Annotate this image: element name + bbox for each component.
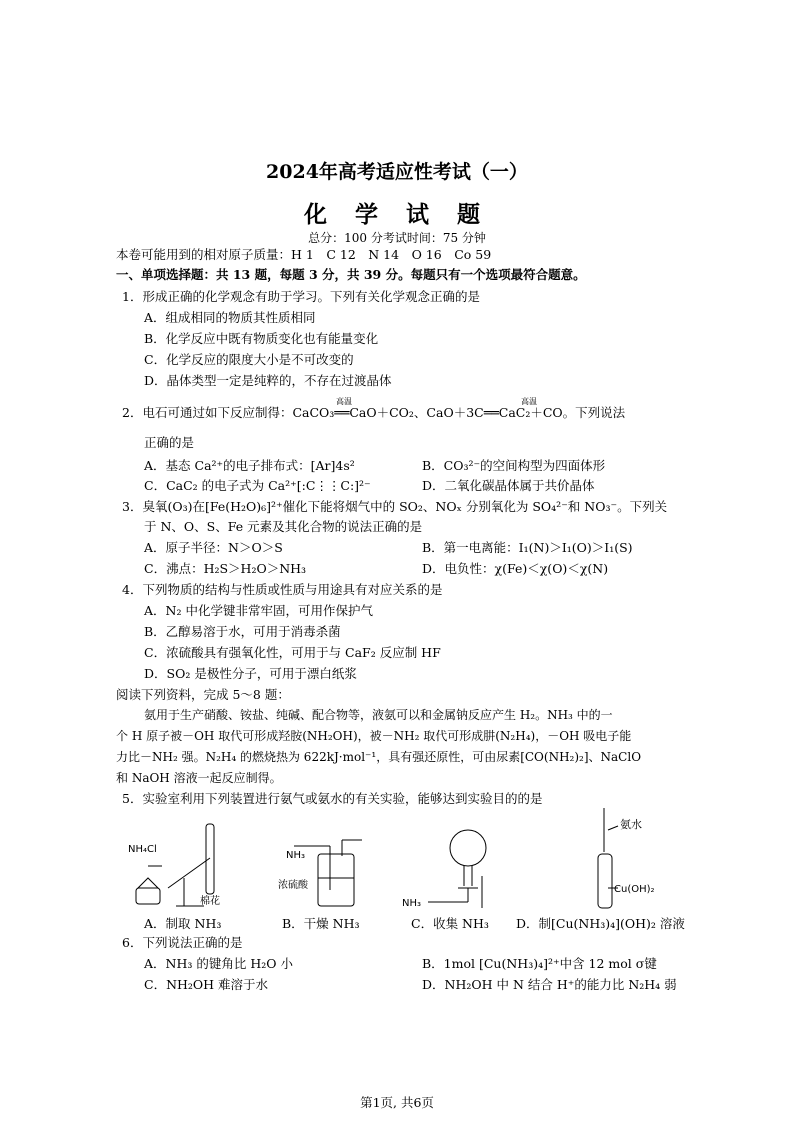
q2-stem-cont: 正确的是 bbox=[144, 435, 195, 450]
q2-option-d: D．二氧化碳晶体属于共价晶体 bbox=[422, 478, 595, 493]
test-tube-a bbox=[206, 824, 214, 894]
label-ammonia-water: 氨水 bbox=[620, 818, 642, 831]
q1-option-c: C．化学反应的限度大小是不可改变的 bbox=[144, 352, 354, 367]
q5-option-c: C．收集 NH₃ bbox=[411, 916, 489, 931]
q4-option-a: A．N₂ 中化学键非常牢固，可用作保护气 bbox=[144, 603, 373, 618]
q1-option-d: D．晶体类型一定是纯粹的，不存在过渡晶体 bbox=[144, 373, 392, 388]
q5-option-d: D．制[Cu(NH₃)₄](OH)₂ 溶液 bbox=[516, 916, 685, 931]
q4-option-c: C．浓硫酸具有强氧化性，可用于与 CaF₂ 反应制 HF bbox=[144, 645, 441, 660]
label-nh3-b: NH₃ bbox=[286, 850, 306, 861]
label-nh3-c: NH₃ bbox=[402, 898, 422, 909]
q4-option-d: D．SO₂ 是极性分子，可用于漂白纸浆 bbox=[144, 666, 357, 681]
q1-option-a: A．组成相同的物质其性质相同 bbox=[144, 310, 316, 325]
q2-option-c: C．CaC₂ 的电子式为 Ca²⁺[:C⋮⋮C:]²⁻ bbox=[144, 478, 371, 493]
q6-option-b: B．1mol [Cu(NH₃)₄]²⁺中含 12 mol σ键 bbox=[422, 956, 657, 971]
q2-condition-2: 高温 bbox=[521, 397, 537, 406]
q3-option-d: D．电负性：χ(Fe)＜χ(O)＜χ(N) bbox=[422, 561, 609, 576]
label-nh4cl: NH₄Cl bbox=[128, 844, 157, 855]
q6-stem: 6．下列说法正确的是 bbox=[122, 935, 243, 950]
exam-title: 2024年高考适应性考试（一） bbox=[266, 161, 528, 183]
q2-condition-1: 高温 bbox=[336, 397, 352, 406]
round-flask bbox=[450, 830, 486, 866]
subject-title: 化 学 试 题 bbox=[303, 201, 491, 228]
reading-paragraph-3: 力比－NH₂ 强。N₂H₄ 的燃烧热为 622kJ·mol⁻¹，具有强还原性，可由尿素[CO(NH₂)₂]、NaClO bbox=[116, 750, 642, 764]
reading-paragraph-4: 和 NaOH 溶液一起反应制得。 bbox=[116, 771, 282, 785]
q3-stem: 3．臭氧(O₃)在[Fe(H₂O)₆]²⁺催化下能将烟气中的 SO₂、NOₓ 分别氧化为 SO₄²⁻和 NO₃⁻。下列关 bbox=[122, 499, 668, 514]
section-heading: 一、单项选择题：共 13 题，每题 3 分，共 39 分。每题只有一个选项最符合题意。 bbox=[116, 267, 586, 282]
q2-option-b: B．CO₃²⁻的空间构型为四面体形 bbox=[422, 458, 606, 473]
q6-option-d: D．NH₂OH 中 N 结合 H⁺的能力比 N₂H₄ 弱 bbox=[422, 977, 677, 992]
q4-option-b: B．乙醇易溶于水，可用于消毒杀菌 bbox=[144, 624, 341, 639]
q1-stem: 1．形成正确的化学观念有助于学习。下列有关化学观念正确的是 bbox=[122, 289, 480, 304]
q5-stem: 5．实验室利用下列装置进行氨气或氨水的有关实验，能够达到实验目的的是 bbox=[122, 791, 543, 806]
label-copper-hydroxide: Cu(OH)₂ bbox=[614, 884, 655, 895]
q2-option-a: A．基态 Ca²⁺的电子排布式：[Ar]4s² bbox=[144, 458, 355, 473]
label-sulfuric-acid: 浓硫酸 bbox=[278, 880, 308, 891]
q1-option-b: B．化学反应中既有物质变化也有能量变化 bbox=[144, 331, 379, 346]
reading-paragraph-2: 个 H 原子被－OH 取代可形成羟胺(NH₂OH)，被－NH₂ 取代可形成肼(N₂H₄)，－OH 吸电子能 bbox=[116, 729, 632, 743]
apparatus-b-diagram bbox=[278, 830, 368, 910]
label-cotton: 棉花 bbox=[200, 896, 220, 907]
q3-option-c: C．沸点：H₂S＞H₂O＞NH₃ bbox=[144, 561, 307, 576]
q2-stem: 2．电石可通过如下反应制得：CaCO₃══CaO＋CO₂、CaO＋3C══CaC₂＋CO。下列说法 bbox=[122, 405, 626, 420]
page-number: 第1页, 共6页 bbox=[360, 1095, 434, 1110]
q3-stem-cont: 于 N、O、S、Fe 元素及其化合物的说法正确的是 bbox=[144, 519, 423, 534]
score-time: 总分：100 分考试时间：75 分钟 bbox=[308, 231, 486, 245]
reading-intro: 阅读下列资料，完成 5～8 题： bbox=[116, 687, 290, 702]
alcohol-lamp-flame bbox=[138, 878, 158, 888]
test-tube-d bbox=[598, 854, 612, 908]
reading-paragraph-1: 氨用于生产硝酸、铵盐、纯碱、配合物等，液氨可以和金属钠反应产生 H₂。NH₃ 中的一 bbox=[144, 708, 613, 722]
q5-option-a: A．制取 NH₃ bbox=[144, 916, 222, 931]
q6-option-a: A．NH₃ 的键角比 H₂O 小 bbox=[144, 956, 293, 971]
apparatus-a-diagram bbox=[128, 818, 238, 910]
washing-bottle bbox=[318, 854, 354, 906]
alcohol-lamp bbox=[136, 888, 160, 904]
atomic-masses: 本卷可能用到的相对原子质量：H 1 C 12 N 14 O 16 Co 59 bbox=[116, 247, 492, 262]
q6-option-c: C．NH₂OH 难溶于水 bbox=[144, 977, 269, 992]
q4-stem: 4．下列物质的结构与性质或性质与用途具有对应关系的是 bbox=[122, 582, 443, 597]
q3-option-b: B．第一电离能：I₁(N)＞I₁(O)＞I₁(S) bbox=[422, 540, 633, 555]
apparatus-c-diagram bbox=[398, 826, 498, 910]
q3-option-a: A．原子半径：N＞O＞S bbox=[144, 540, 283, 555]
q5-option-b: B．干燥 NH₃ bbox=[282, 916, 360, 931]
apparatus-d-diagram bbox=[578, 808, 678, 912]
